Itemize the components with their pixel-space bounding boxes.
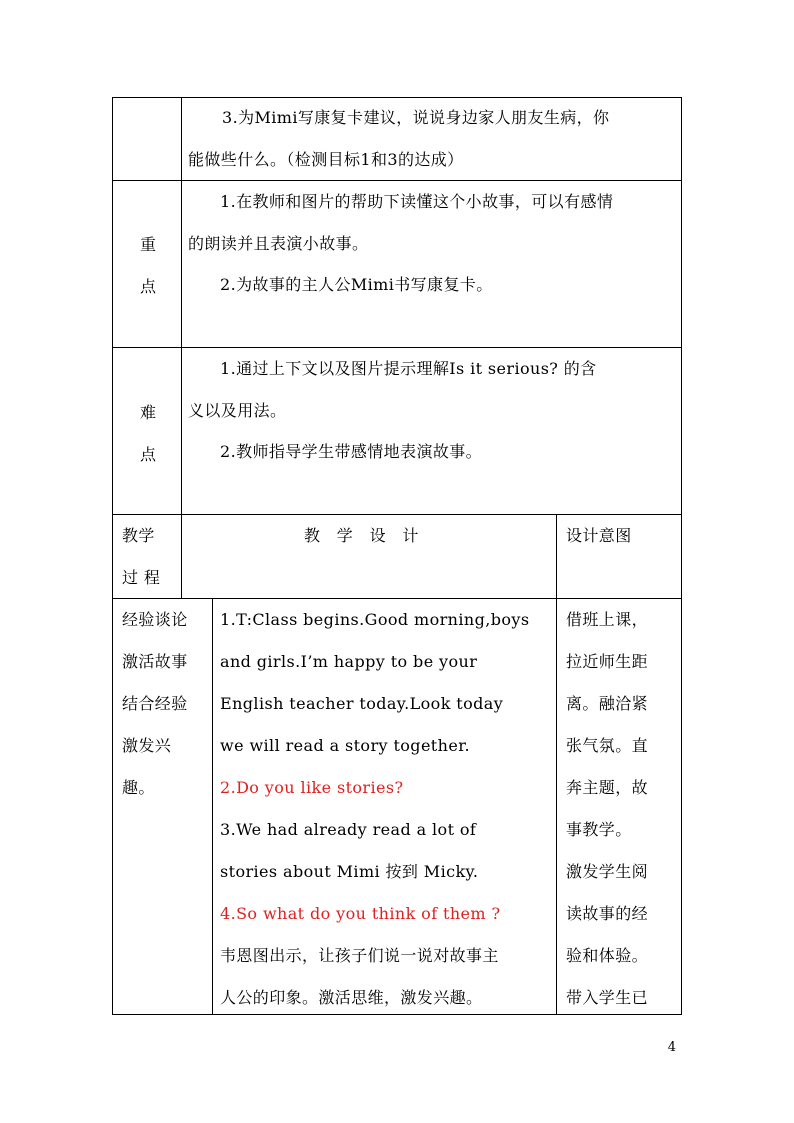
key-point-line-1: 1.在教师和图片的帮助下读懂这个小故事，可以有感情: [220, 192, 614, 211]
column-divider: [181, 97, 182, 598]
intent-line: 张气氛。直: [566, 736, 649, 755]
column-divider: [556, 514, 557, 1015]
stage-line: 激发兴: [122, 736, 172, 755]
intent-line: 读故事的经: [566, 904, 649, 923]
design-line: 1.T:Class begins.Good morning,boys: [220, 610, 530, 629]
page-number: 4: [667, 1040, 676, 1055]
difficulty-line-2: 义以及用法。: [188, 401, 287, 420]
stage-line: 结合经验: [122, 694, 188, 713]
goal-line-1: 3.为Mimi写康复卡建议，说说身边家人朋友生病，你: [222, 108, 610, 127]
intent-line: 奔主题，故: [566, 778, 649, 797]
stage-line: 激活故事: [122, 652, 188, 671]
intent-line: 事教学。: [566, 820, 632, 839]
difficulty-line-1: 1.通过上下文以及图片提示理解Is it serious? 的含: [220, 359, 597, 378]
intent-line: 带入学生已: [566, 988, 649, 1007]
intent-line: 激发学生阅: [566, 862, 649, 881]
design-line: we will read a story together.: [220, 736, 470, 755]
key-points-label-bottom: 点: [139, 277, 156, 296]
intent-column: [566, 599, 648, 1019]
difficulties-label-bottom: 点: [139, 445, 156, 464]
design-line: and girls.I’m happy to be your: [220, 652, 478, 671]
design-column: [220, 599, 529, 1019]
intent-line: 验和体验。: [566, 946, 649, 965]
design-line: 人公的印象。激活思维，激发兴趣。: [220, 988, 483, 1007]
header-process-line-1: 教学: [122, 526, 155, 545]
intent-line: 借班上课，: [566, 610, 649, 629]
intent-line: 拉近师生距: [566, 652, 649, 671]
stage-line: 趣。: [122, 778, 155, 797]
difficulty-line-3: 2.教师指导学生带感情地表演故事。: [220, 442, 483, 461]
design-line: English teacher today.Look today: [220, 694, 504, 713]
design-line-highlight: 2.Do you like stories?: [220, 778, 404, 797]
design-line-highlight: 4.So what do you think of them ?: [220, 904, 501, 923]
header-process-line-2: 过 程: [122, 568, 161, 587]
key-point-line-3: 2.为故事的主人公Mimi书写康复卡。: [220, 275, 493, 294]
design-line: 韦恩图出示，让孩子们说一说对故事主: [220, 946, 499, 965]
goal-line-2: 能做些什么。（检测目标1和3的达成）: [188, 150, 464, 169]
difficulties-label-top: 难: [139, 403, 156, 422]
intent-line: 离。融洽紧: [566, 694, 649, 713]
stage-column: [122, 599, 188, 809]
column-divider: [212, 598, 213, 1015]
key-points-label-top: 重: [139, 235, 156, 254]
stage-line: 经验谈论: [122, 610, 188, 629]
design-line: stories about Mimi 按到 Micky.: [220, 862, 479, 881]
design-line: 3.We had already read a lot of: [220, 820, 477, 839]
header-intent: 设计意图: [566, 526, 632, 545]
header-design: 教 学 设 计: [304, 526, 419, 545]
key-point-line-2: 的朗读并且表演小故事。: [188, 234, 369, 253]
